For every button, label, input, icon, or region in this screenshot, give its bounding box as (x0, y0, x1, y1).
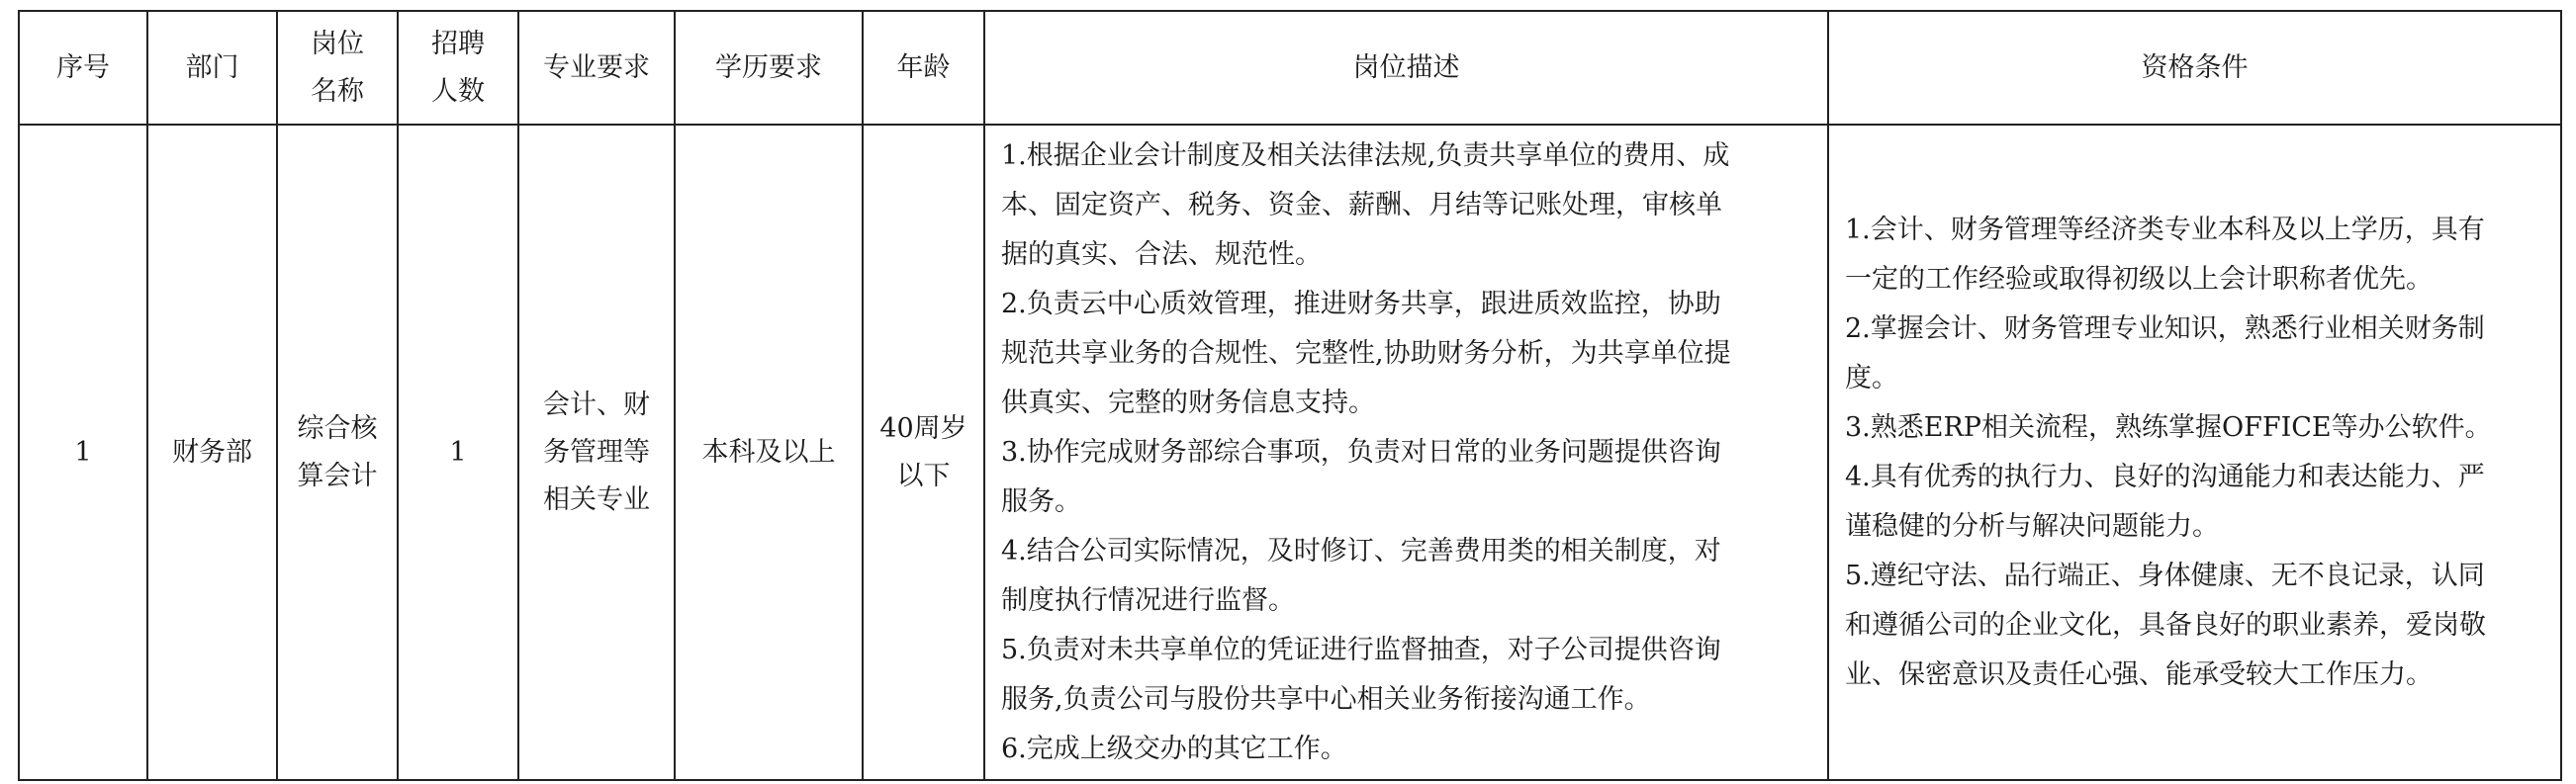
qualification-line: 业、保密意识及责任心强、能承受较大工作压力。 (1845, 658, 2433, 690)
cell-dept: 财务部 (147, 125, 277, 780)
description-line: 服务,负责公司与股份共享中心相关业务衔接沟通工作。 (1001, 683, 1651, 715)
description-line: 供真实、完整的财务信息支持。 (1001, 387, 1375, 418)
header-age: 年龄 (863, 11, 984, 125)
qualification-line: 5.遵纪守法、品行端正、身体健康、无不良记录，认同 (1845, 560, 2485, 591)
description-line: 规范共享业务的合规性、完整性,协助财务分析，为共享单位提 (1001, 337, 1731, 369)
description-line: 服务。 (1001, 485, 1081, 517)
cell-age-line2: 以下 (896, 460, 951, 491)
cell-education: 本科及以上 (675, 125, 863, 780)
header-position (277, 11, 398, 125)
qualification-line: 3.熟悉ERP相关流程，熟练掌握OFFICE等办公软件。 (1845, 411, 2492, 443)
description-line: 制度执行情况进行监督。 (1001, 584, 1295, 616)
qualification-line: 一定的工作经验或取得初级以上会计职称者优先。 (1845, 263, 2433, 295)
qualification-line: 4.具有优秀的执行力、良好的沟通能力和表达能力、严 (1845, 461, 2485, 492)
cell-position-line2: 算会计 (297, 460, 378, 491)
header-count-line1: 招聘 (431, 28, 485, 59)
cell-major-line1: 会计、财 (543, 389, 650, 420)
qualification-line: 2.掌握会计、财务管理专业知识，熟悉行业相关财务制 (1845, 312, 2485, 344)
qualification-line: 谨稳健的分析与解决问题能力。 (1845, 510, 2219, 542)
header-row (19, 11, 2561, 125)
header-major: 专业要求 (518, 11, 675, 125)
header-dept: 部门 (147, 11, 277, 125)
cell-age-line1: 40周岁 (879, 412, 967, 444)
description-line: 本、固定资产、税务、资金、薪酬、月结等记账处理，审核单 (1001, 189, 1722, 220)
description-line: 据的真实、合法、规范性。 (1001, 238, 1322, 270)
header-count (398, 11, 518, 125)
cell-age (863, 125, 984, 780)
qualification-line: 度。 (1845, 362, 1898, 393)
header-seq: 序号 (19, 11, 147, 125)
header-qualification: 资格条件 (1828, 11, 2561, 125)
cell-seq: 1 (19, 125, 147, 780)
cell-major-line3: 相关专业 (543, 483, 650, 515)
cell-major (518, 125, 675, 780)
table-row (19, 125, 2561, 780)
header-education: 学历要求 (675, 11, 863, 125)
description-line: 3.协作完成财务部综合事项，负责对日常的业务问题提供咨询 (1001, 436, 1721, 468)
cell-position-line1: 综合核 (297, 412, 378, 444)
header-description: 岗位描述 (984, 11, 1828, 125)
cell-major-line2: 务管理等 (543, 436, 650, 468)
qualification-line: 和遵循公司的企业文化，具备良好的职业素养，爱岗敬 (1845, 609, 2486, 641)
cell-qualification (1828, 125, 2561, 780)
cell-description (984, 125, 1828, 780)
description-line: 4.结合公司实际情况，及时修订、完善费用类的相关制度，对 (1001, 535, 1721, 566)
qualification-line: 1.会计、财务管理等经济类专业本科及以上学历，具有 (1845, 214, 2485, 245)
header-position-line2: 名称 (311, 75, 364, 107)
recruitment-table (18, 10, 2562, 781)
description-line: 6.完成上级交办的其它工作。 (1001, 733, 1347, 764)
description-line: 2.负责云中心质效管理，推进财务共享，跟进质效监控，协助 (1001, 288, 1721, 319)
header-count-line2: 人数 (431, 75, 485, 107)
cell-position (277, 125, 398, 780)
description-line: 1.根据企业会计制度及相关法律法规,负责共享单位的费用、成 (1001, 139, 1730, 171)
header-position-line1: 岗位 (311, 28, 364, 59)
description-line: 5.负责对未共享单位的凭证进行监督抽查，对子公司提供咨询 (1001, 634, 1721, 665)
cell-count: 1 (398, 125, 518, 780)
